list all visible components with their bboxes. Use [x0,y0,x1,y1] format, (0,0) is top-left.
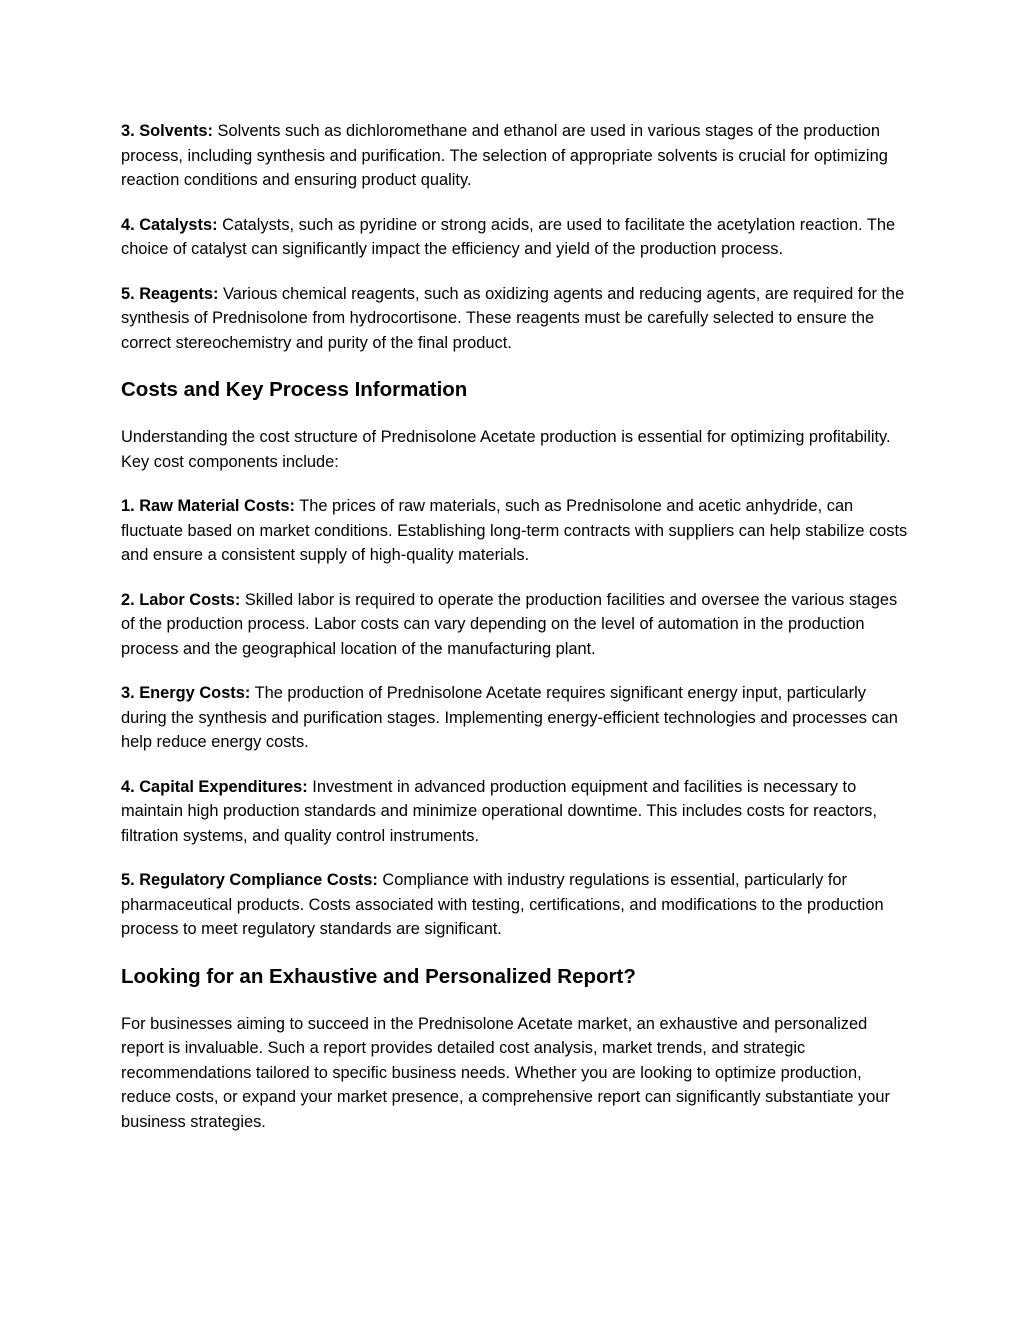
item-text: The production of Prednisolone Acetate requires significant energy input, particularly during the synthesis and purification stages. Implementing energy-efficient technologies and processes can help reduce energy costs. [121,684,898,751]
item-text: Solvents such as dichloromethane and ethanol are used in various stages of the production process, including synthesis and purification. The selection of appropriate solvents is crucial for optimizing reaction conditions and ensuring product quality. [121,122,888,189]
costs-heading: Costs and Key Process Information [121,378,468,401]
item-text: Various chemical reagents, such as oxidizing agents and reducing agents, are required for the synthesis of Prednisolone from hydrocortisone. These reagents must be carefully selected to ensure the correct stereochemistry and purity of the final product. [121,284,905,352]
item-lead: 1. Raw Material Costs: [121,497,295,515]
report-body: For businesses aiming to succeed in the Prednisolone Acetate market, an exhaustive and personalized report is invaluable. Such a report provides detailed cost analysis, market trends, and strategic recommendations tailored to specific business needs. Whether you are looking to optimize production, reduce costs, or expand your market presence, a comprehensive report can significantly substantiate your business strategies. [121,1014,890,1131]
item-lead: 5. Reagents: [121,284,219,303]
cost-item-capital [121,775,911,849]
cost-item-energy [121,681,911,755]
item-lead: 3. Solvents: [121,122,213,140]
item-text: Compliance with industry regulations is essential, particularly for pharmaceutical products. Costs associated with testing, certifications, and modifications to the production process to meet regulatory standards are significant. [121,871,884,938]
report-heading: Looking for an Exhaustive and Personalized Report? [121,964,636,988]
item-lead: 4. Capital Expenditures: [121,777,308,796]
item-text: The prices of raw materials, such as Prednisolone and acetic anhydride, can fluctuate based on market conditions. Establishing long-term contracts with suppliers can help stabilize costs and ensure a consistent supply of high-quality materials. [121,497,908,564]
cost-item-regulatory [121,868,911,942]
item-text: Investment in advanced production equipment and facilities is necessary to maintain high production standards and minimize operational downtime. This includes costs for reactors, filtration systems, and quality control instruments. [121,777,877,845]
materials-item-reagents [121,282,911,356]
cost-item-labor [121,588,911,662]
document-page [121,119,911,1154]
item-lead: 5. Regulatory Compliance Costs: [121,871,378,889]
cost-item-raw-material [121,494,911,568]
materials-item-solvents [121,119,911,193]
item-text: Catalysts, such as pyridine or strong acids, are used to facilitate the acetylation reaction. The choice of catalyst can significantly impact the efficiency and yield of the production process. [121,215,896,258]
costs-intro: Understanding the cost structure of Prednisolone Acetate production is essential for optimizing profitability. Key cost components include: [121,428,891,471]
item-lead: 3. Energy Costs: [121,684,251,702]
materials-item-catalysts [121,213,911,262]
item-lead: 4. Catalysts: [121,215,218,234]
item-lead: 2. Labor Costs: [121,590,241,609]
item-text: Skilled labor is required to operate the production facilities and oversee the various stages of the production process. Labor costs can vary depending on the level of automation in the production process and the geographical location of the manufacturing plant. [121,590,898,658]
